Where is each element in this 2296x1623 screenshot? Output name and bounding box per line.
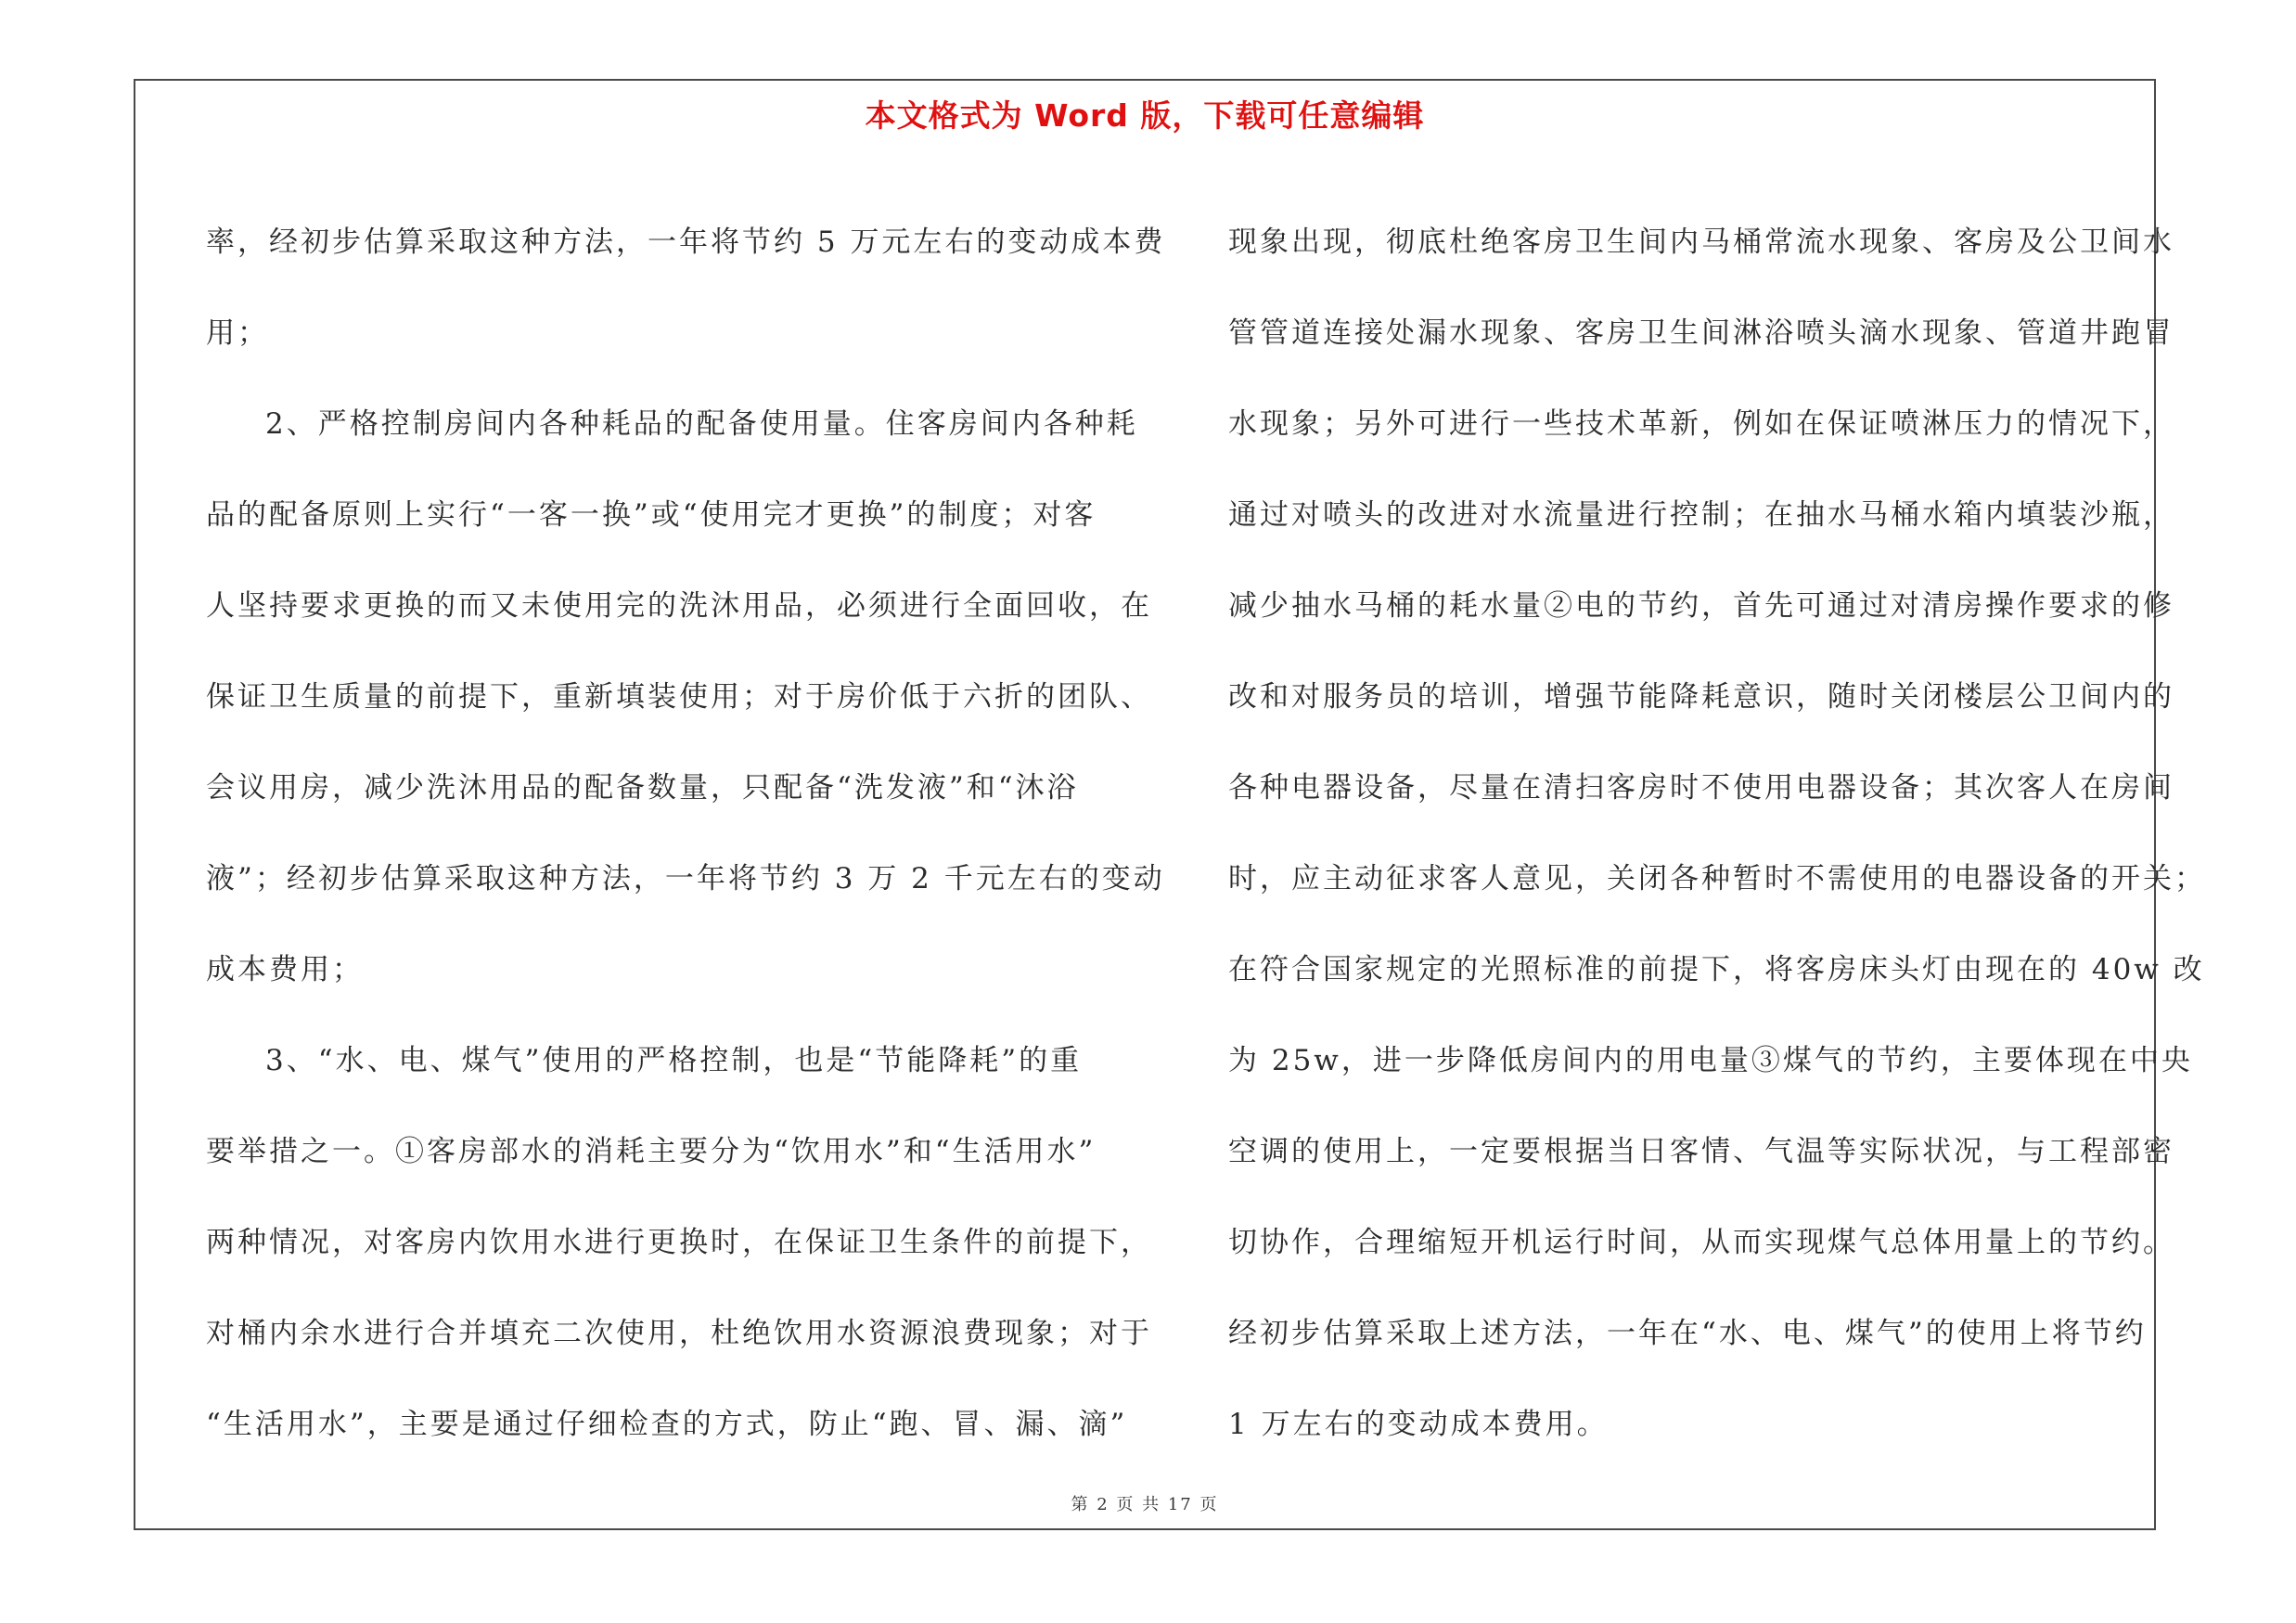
- text-line: 时，应主动征求客人意见，关闭各种暂时不需使用的电器设备的开关；: [1228, 862, 2206, 895]
- text-line: 保证卫生质量的前提下，重新填装使用；对于房价低于六折的团队、: [206, 680, 1152, 714]
- left-column: [206, 197, 1166, 1470]
- text-line: 改和对服务员的培训，增强节能降耗意识，随时关闭楼层公卫间内的: [1228, 680, 2174, 714]
- text-line: 1 万左右的变动成本费用。: [1228, 1408, 1609, 1441]
- header-banner: 本文格式为 Word 版，下载可任意编辑: [865, 97, 1425, 134]
- page-number-footer: 第 2 页 共 17 页: [1071, 1495, 1219, 1514]
- text-line: 品的配备原则上实行“一客一换”或“使用完才更换”的制度；对客: [206, 498, 1097, 532]
- text-line: 人坚持要求更换的而又未使用完的洗沐用品，必须进行全面回收，在: [206, 589, 1152, 623]
- text-line: 经初步估算采取上述方法，一年在“水、电、煤气”的使用上将节约: [1228, 1317, 2147, 1350]
- text-line: 空调的使用上，一定要根据当日客情、气温等实际状况，与工程部密: [1228, 1135, 2174, 1168]
- paragraph-start-line: 3、“水、电、煤气”使用的严格控制，也是“节能降耗”的重: [265, 1044, 1083, 1077]
- page-frame: [134, 79, 2206, 1530]
- text-line: 成本费用；: [206, 953, 364, 986]
- text-line: 在符合国家规定的光照标准的前提下，将客房床头灯由现在的 40w 改: [1228, 953, 2205, 986]
- text-line: 率，经初步估算采取这种方法，一年将节约 5 万元左右的变动成本费: [206, 225, 1166, 259]
- right-column: [1228, 197, 2206, 1470]
- text-line: 切协作，合理缩短开机运行时间，从而实现煤气总体用量上的节约。: [1228, 1226, 2174, 1259]
- text-line: 减少抽水马桶的耗水量②电的节约，首先可通过对清房操作要求的修: [1228, 589, 2174, 623]
- text-line: 会议用房，减少洗沐用品的配备数量，只配备“洗发液”和“沐浴: [206, 771, 1079, 805]
- text-line: 管管道连接处漏水现象、客房卫生间淋浴喷头滴水现象、管道井跑冒: [1228, 316, 2174, 350]
- text-line: 现象出现，彻底杜绝客房卫生间内马桶常流水现象、客房及公卫间水: [1228, 225, 2174, 259]
- text-line: 通过对喷头的改进对水流量进行控制；在抽水马桶水箱内填装沙瓶，: [1228, 498, 2174, 532]
- text-line: 水现象；另外可进行一些技术革新，例如在保证喷淋压力的情况下，: [1228, 407, 2174, 441]
- text-line: “生活用水”，主要是通过仔细检查的方式，防止“跑、冒、漏、滴”: [206, 1408, 1128, 1441]
- text-line: 液”；经初步估算采取这种方法，一年将节约 3 万 2 千元左右的变动: [206, 862, 1165, 895]
- text-line: 为 25w，进一步降低房间内的用电量③煤气的节约，主要体现在中央: [1228, 1044, 2193, 1077]
- text-line: 两种情况，对客房内饮用水进行更换时，在保证卫生条件的前提下，: [206, 1226, 1152, 1259]
- text-line: 对桶内余水进行合并填充二次使用，杜绝饮用水资源浪费现象；对于: [206, 1317, 1152, 1350]
- text-line: 用；: [206, 316, 269, 350]
- paragraph-start-line: 2、严格控制房间内各种耗品的配备使用量。住客房间内各种耗: [265, 407, 1138, 441]
- text-line: 要举措之一。①客房部水的消耗主要分为“饮用水”和“生活用水”: [206, 1135, 1097, 1168]
- text-line: 各种电器设备，尽量在清扫客房时不使用电器设备；其次客人在房间: [1228, 771, 2174, 805]
